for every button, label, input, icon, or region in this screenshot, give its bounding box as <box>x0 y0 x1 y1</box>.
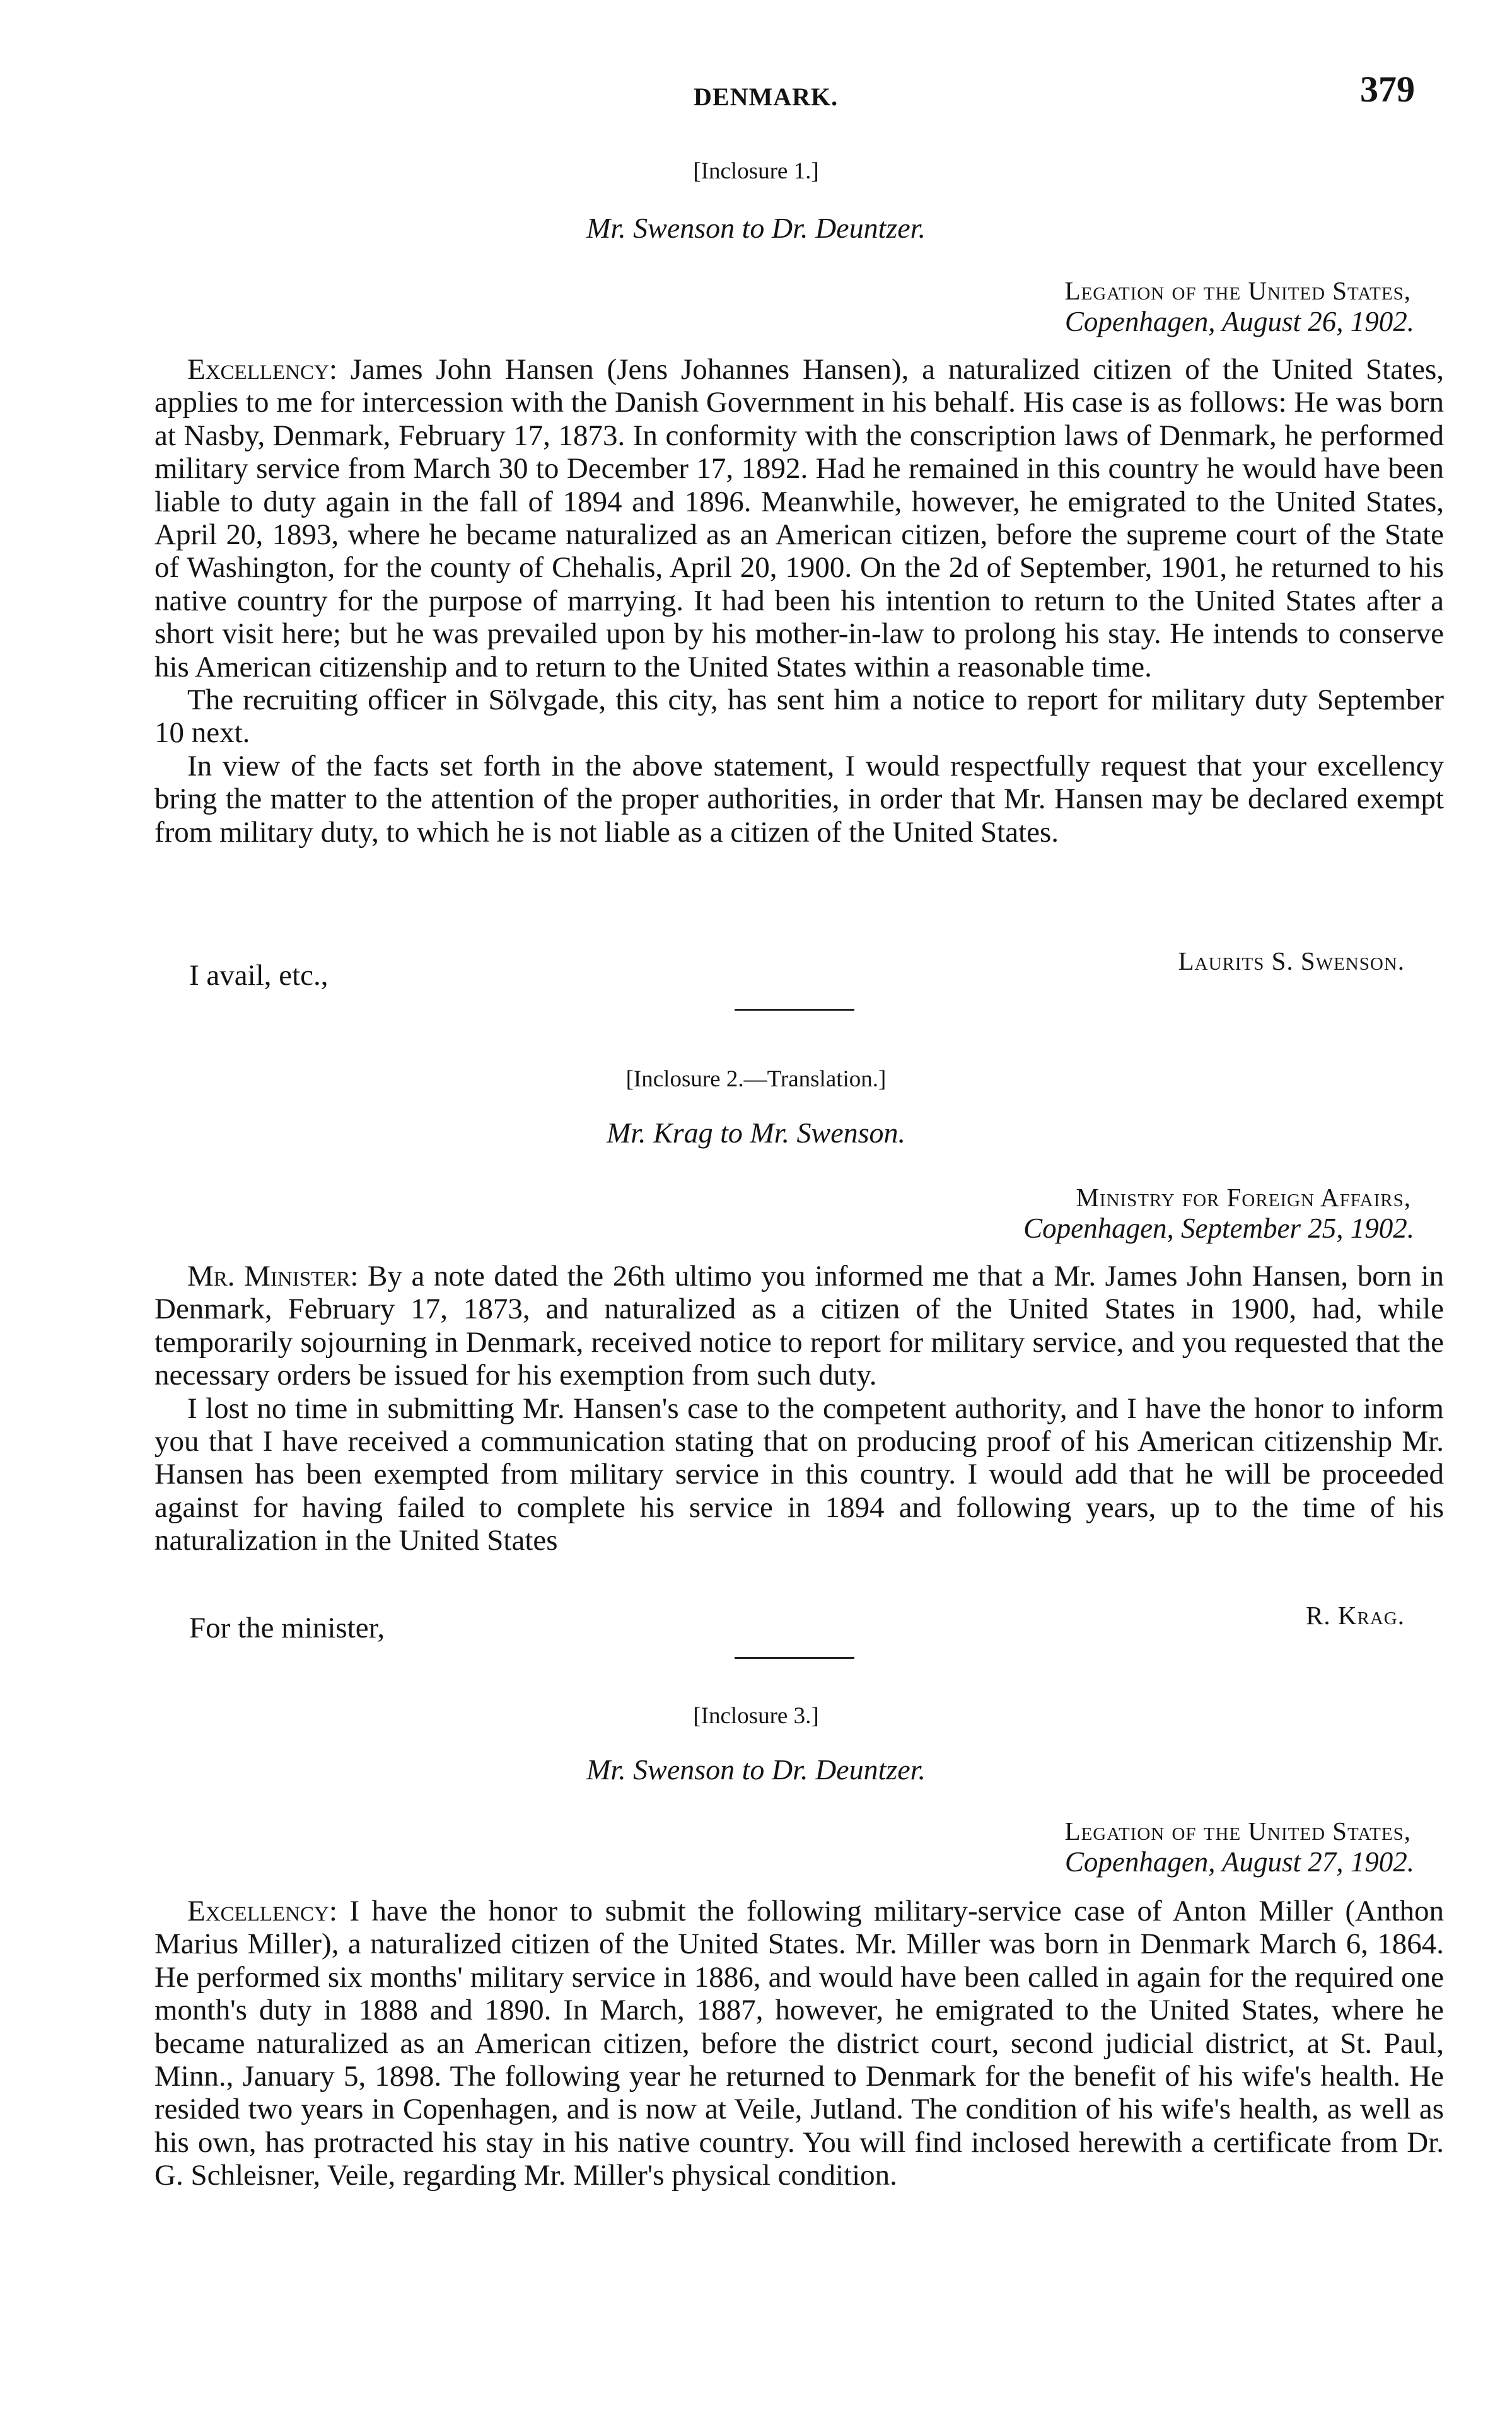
page-number: 379 <box>1360 69 1415 110</box>
inclosure-3-place: Legation of the United States, <box>1064 1817 1411 1846</box>
inclosure-2-body <box>154 1260 1444 1557</box>
inclosure-3-body <box>154 1895 1444 2192</box>
inclosure-1-label: [Inclosure 1.] <box>693 158 819 184</box>
inclosure-3-title: Mr. Swenson to Dr. Deuntzer. <box>586 1753 926 1786</box>
letter-paragraph: Excellency: James John Hansen (Jens Johannes Hansen), a naturalized citizen of the United States, applies to me for intercession with the Danish Government in his behalf. His case is as follows: He was born at Nasby, Denmark, February 17, 1873. In conformity with the conscription laws of Denmark, he performed military service from March 30 to December 17, 1892. Had he remained in this country he would have been liable to duty again in the fall of 1894 and 1896. Meanwhile, however, he emigrated to the United States, April 20, 1893, where he became naturalized as an American citizen, before the supreme court of the State of Washington, for the county of Chehalis, April 20, 1900. On the 2d of September, 1901, he returned to his native country for the purpose of marrying. It had been his intention to return to the United States after a short visit here; but he was prevailed upon by his mother-in-law to prolong his stay. He intends to conserve his American citizenship and to return to the United States within a reasonable time. <box>154 353 1444 683</box>
letter-paragraph: Mr. Minister: By a note dated the 26th ultimo you informed me that a Mr. James John Hansen, born in Denmark, February 17, 1873, and naturalized as a citizen of the United States in 1900, had, while temporarily sojourning in Denmark, received notice to report for military service, and you requested that the necessary orders be issued for his exemption from such duty. <box>154 1260 1445 1392</box>
inclosure-2-date: Copenhagen, September 25, 1902. <box>1023 1212 1414 1244</box>
inclosure-3-label: [Inclosure 3.] <box>693 1703 819 1729</box>
inclosure-1-signature: Laurits S. Swenson. <box>1178 946 1405 975</box>
inclosure-1-date: Copenhagen, August 26, 1902. <box>1064 306 1414 337</box>
inclosure-2-closing: For the minister, <box>189 1612 385 1644</box>
inclosure-1-title: Mr. Swenson to Dr. Deuntzer. <box>586 212 926 244</box>
letter-paragraph: Excellency: I have the honor to submit the following military-service case of Anton Miller (Anthon Marius Miller), a naturalized citizen of the United States. Mr. Miller was born in Denmark March 6, 1864. He performed six months' military service in 1886, and would have been called in again for the required one month's duty in 1888 and 1890. In March, 1887, however, he emigrated to the United States, where he became naturalized as an American citizen, before the district court, second judicial district, at St. Paul, Minn., January 5, 1898. The following year he returned to Denmark for the benefit of his wife's health. He resided two years in Copenhagen, and is now at Veile, Jutland. The condition of his wife's health, as well as his own, has protracted his stay in his native country. You will find inclosed herewith a certificate from Dr. G. Schleisner, Veile, regarding Mr. Miller's physical condition. <box>154 1895 1445 2192</box>
inclosure-2-place: Ministry for Foreign Affairs, <box>1076 1183 1411 1212</box>
letter-paragraph: The recruiting officer in Sölvgade, this city, has sent him a notice to report for military duty September 10 next. <box>154 683 1444 750</box>
inclosure-1-closing: I avail, etc., <box>189 959 329 992</box>
inclosure-2-label: [Inclosure 2.—Translation.] <box>625 1066 887 1092</box>
running-head: DENMARK. <box>694 83 839 111</box>
salutation: Excellency: <box>187 1895 337 1927</box>
section-divider <box>735 1009 854 1011</box>
inclosure-1-place: Legation of the United States, <box>1064 276 1411 305</box>
salutation: Excellency: <box>187 353 337 386</box>
letter-paragraph: I lost no time in submitting Mr. Hansen's case to the competent authority, and I have the honor to inform you that I have received a communication stating that on producing proof of his American citizenship Mr. Hansen has been exempted from military service in this country. I would add that he will be proceeded against for having failed to complete his service in 1894 and following years, up to the time of his naturalization in the United States <box>154 1392 1444 1557</box>
salutation: Mr. Minister: <box>187 1260 359 1293</box>
inclosure-3-date: Copenhagen, August 27, 1902. <box>1064 1846 1414 1878</box>
section-divider <box>735 1657 854 1659</box>
inclosure-1-body <box>154 353 1444 849</box>
inclosure-2-title: Mr. Krag to Mr. Swenson. <box>606 1117 906 1149</box>
inclosure-2-signature: R. Krag. <box>1306 1601 1405 1630</box>
letter-paragraph: In view of the facts set forth in the above statement, I would respectfully request that your excellency bring the matter to the attention of the proper authorities, in order that Mr. Hansen may be declared exempt from military duty, to which he is not liable as a citizen of the United States. <box>154 749 1444 849</box>
